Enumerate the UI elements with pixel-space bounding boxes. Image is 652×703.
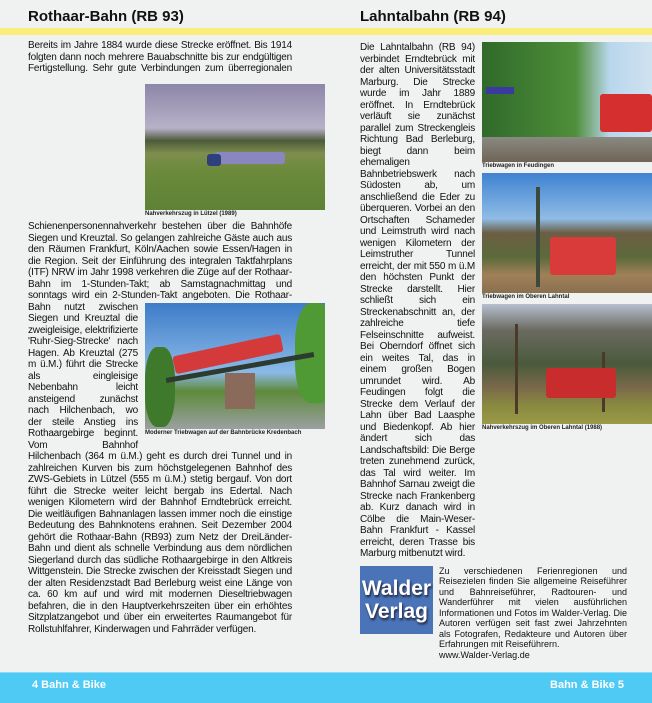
caption-kredenbach: Moderner Triebwagen auf der Bahnbrücke Kredenbach bbox=[145, 430, 302, 436]
photo-oberes-lahntal-1988 bbox=[482, 304, 652, 433]
right-title: Lahntalbahn (RB 94) bbox=[360, 8, 506, 25]
caption-luetzel: Nahverkehrszug in Lützel (1989) bbox=[145, 211, 237, 217]
yellow-band bbox=[0, 28, 652, 35]
logo-line-2: Verlag bbox=[364, 599, 429, 623]
left-body-text: Bereits im Jahre 1884 wurde diese Strecke eröffnet. Bis 1914 folgten dann noch mehrere Bauabschnitte bis zur endgültigen Fertigstellung. Sehr gute Verbindungen zum überregionalen Schienenpersonennahverkehr bestehen über die Bahnhöfe Siegen und Kreuztal. So gelangen zahlreiche Gäste auch aus den Räumen Frankfurt, Köln/Aachen sowie Essen/Hagen in die Region. Seit der Einführung des integralen Taktfahrplans (ITF) NRW im Jahr 1998 verkehren die Züge auf der Rothaar-Bahn im 1-Stunden-Takt; ab Samstagnachmittag und sonntags wird ein 2-Stunden-Takt angeboten. Die Rothaar-Bahn nutzt zwischen Siegen und Kreuztal die zweigleisige, elektrifizierte 'Ruhr-Sieg-Strecke' nach Hagen. Ab Kreuztal (275 m ü.M.) führt die Strecke als eingleisige Nebenbahn leicht ansteigend zunächst nach Hilchenbach, wo der steile Anstieg ins Rothaargebirge beginnt. Vom Bahnhof Hilchenbach (364 m ü.M.) geht es durch drei Tunnel und in zahlreichen Kurven bis zum höchstgelegenen Bahnhof des ZWS-Gebiets in Lützel (555 m ü.M.) stetig bergauf. Von dort führt die Strecke weiter leicht bergab ins Edertal. Nach wenigen Kilometern wird der Bahnhof Erndtebrück erreicht. Die weitläufigen Bahnanlagen lassen immer noch die einstige Bedeutung des Bahnknotens erahnen. Seit Dezember 2004 gehört die Rothaar-Bahn (RB93) zum Netz der DreiLänder-Bahn und dient als schnelle Verbindung aus dem nördlichen Siegerland durch das südliche Rothaargebirge in den Altkreis Wittgenstein. Die Strecke zwischen der Kreisstadt Siegen und der alten Residenzstadt Bad Berleburg weist eine Länge von ca. 60 km auf und wird mit modernen Dieseltriebwagen befahren, die in den Hauptverkehrszeiten über ein erhöhtes Sitzplatzangebot und über ein erweitertes Raumangebot für Rollstuhlfahrer, Kinderwagen und Fahrräder verfügen. bbox=[28, 40, 292, 635]
photo-feudingen bbox=[482, 42, 652, 171]
walder-verlag-logo bbox=[360, 566, 433, 634]
left-column bbox=[28, 40, 302, 635]
promo-body: Zu verschiedenen Ferienregionen und Reisezielen finden Sie allgemeine Reiseführer und Bahnreiseführer, Radtouren- und Wanderführer mit vielen ausführlichen Informationen und Fotos im Walder-Verlag. Die Autoren verfügen seit fast zwei Jahrzehnten als Fotografen, Redakteure und Autoren über Erfahrungen mit Reiseführern. bbox=[439, 565, 627, 649]
right-page-number: Bahn & Bike 5 bbox=[550, 679, 624, 691]
right-photos bbox=[482, 42, 652, 435]
content bbox=[0, 35, 652, 672]
left-title: Rothaar-Bahn (RB 93) bbox=[28, 8, 184, 25]
header bbox=[0, 0, 652, 28]
caption-oberes-lahntal: Triebwagen im Oberen Lahntal bbox=[482, 294, 570, 300]
promo-text bbox=[439, 566, 627, 661]
photo-kredenbach bbox=[145, 303, 325, 438]
logo-line-1: Walder bbox=[361, 576, 432, 600]
photo-oberes-lahntal bbox=[482, 173, 652, 302]
promo-section bbox=[360, 566, 652, 661]
photo-luetzel bbox=[145, 84, 325, 219]
caption-feudingen: Triebwagen in Feudingen bbox=[482, 163, 555, 169]
right-body-text: Die Lahntalbahn (RB 94) verbindet Erndtebrück mit der alten Universitätsstadt Marburg. Die Strecke wurde im Jahr 1889 eröffnet. In Erndtebrück verläuft sie zunächst parallel zum Streckengleis Richtung Bad Berleburg, biegt dann beim ehemaligen Bahnbetriebswerk nach Südosten ab, um anschließend die Eder zu überqueren. Vorbei an den Ortschaften Schameder und Leimstruth wird nach wenigen Kilometern der Leimstruther Tunnel erreicht, der mit 550 m ü.M den höchsten Punkt der Strecke darstellt. Hier schließt sich ein Streckenabschnitt an, der zahlreiche tiefe Felseinschnitte aufweist. Bei Oberndorf öffnet sich ein weites Tal, das in einem großen Bogen umrundet wird. Ab Feudingen folgt die Strecke dem Verlauf der Lahn über Bad Laasphe und Biedenkopf. Ab hier ändert sich das Landschaftsbild: Die Berge treten zunehmend zurück, das Tal wird weiter. Im Bahnhof Sarnau zweigt die Strecke nach Frankenberg ab. Kurz danach wird in Cölbe die Main-Weser-Bahn Frankfurt - Kassel erreicht, deren Trasse bis Marburg mitbenutzt wird. bbox=[360, 42, 475, 559]
footer-band bbox=[0, 672, 652, 703]
promo-url[interactable]: www.Walder-Verlag.de bbox=[439, 649, 530, 660]
caption-oberes-lahntal-1988: Nahverkehrszug im Oberen Lahntal (1988) bbox=[482, 425, 603, 431]
left-page-number: 4 Bahn & Bike bbox=[32, 679, 106, 691]
right-column bbox=[360, 42, 652, 672]
